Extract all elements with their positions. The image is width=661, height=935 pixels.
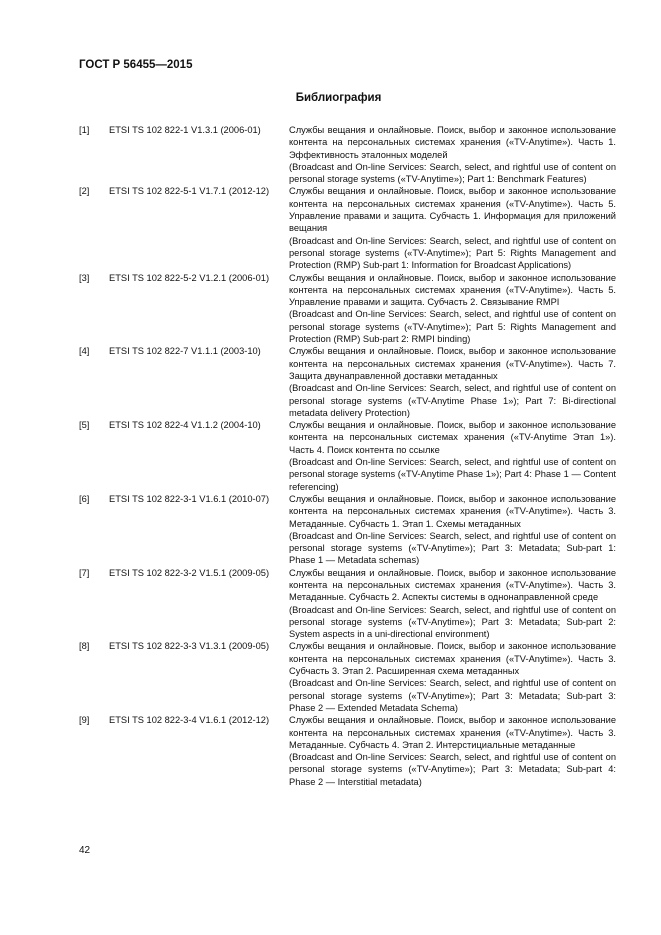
entry-code: ETSI TS 102 822-3-3 V1.3.1 (2009-05) bbox=[109, 641, 270, 652]
entry-number: [3] bbox=[79, 272, 90, 283]
entry-code: ETSI TS 102 822-1 V1.3.1 (2006-01) bbox=[109, 125, 261, 135]
entry-title-en: (Broadcast and On-line Services: Search, select, and rightful use of content on personal storage systems («TV-Anytime Phase 1»); Part 7: Bi-directional metadata delivery Protection) bbox=[289, 383, 616, 418]
entry-title-en: (Broadcast and On-line Services: Search, select, and rightful use of content on personal storage systems («TV-Anytime»); Part 3: Metadata; Sub-part 4: Phase 2 — Interstitial metadata) bbox=[289, 752, 616, 787]
entry-title-en: (Broadcast and On-line Services: Search, select, and rightful use of content on personal storage systems («TV-Anytime»); Part 3: Metadata; Sub-part 3: Phase 2 — Extended Metadata Schema) bbox=[289, 678, 616, 713]
entry-title-ru: Службы вещания и онлайновые. Поиск, выбор и законное использование контента на персональных системах хранения («TV-Anytime»). Часть 5. Управление правами и защита. Субчасть 1. Информация для приложений вещания bbox=[289, 186, 616, 234]
page-title: Библиография bbox=[295, 92, 382, 104]
entry-title-en: (Broadcast and On-line Services: Search, select, and rightful use of content on personal storage systems («TV-Anytime»); Part 3: Metadata; Sub-part 1: Phase 1 — Metadata schemas) bbox=[289, 530, 616, 566]
bibliography-entry bbox=[79, 567, 616, 641]
bibliography-entry bbox=[79, 419, 616, 493]
entry-description bbox=[289, 124, 616, 185]
bibliography-entry bbox=[79, 185, 616, 271]
entry-title-ru: Службы вещания и онлайновые. Поиск, выбор и законное использование контента на персональных системах хранения («TV-Anytime»). Часть 3. Метаданные. Субчасть 2. Аспекты системы в однонаправленной среде bbox=[289, 567, 616, 603]
entry-description bbox=[289, 345, 616, 419]
entry-title-ru: Службы вещания и онлайновые. Поиск, выбор и законное использование контента на персональных системах хранения («TV-Anytime»). Часть 3. Метаданные. Субчасть 1. Этап 1. Схемы метаданных bbox=[289, 493, 616, 529]
entry-title-en: (Broadcast and On-line Services: Search, select, and rightful use of content on personal storage systems («TV-Anytime»); Part 5: Rights Management and Protection (RMP) Sub-part 1: Information for Broadcast Applications) bbox=[289, 235, 616, 271]
entry-title-ru: Службы вещания и онлайновые. Поиск, выбор и законное использование контента на персональных системах хранения («TV-Anytime»). Часть 3. Субчасть 3. Этап 2. Расширенная схема метаданных bbox=[289, 641, 616, 677]
entry-code: ETSI TS 102 822-4 V1.1.2 (2004-10) bbox=[109, 420, 261, 431]
entry-title-en: (Broadcast and On-line Services: Search, select, and rightful use of content on personal storage systems («TV-Anytime»); Part 5: Rights Management and Protection (RMP) Sub-part 2: RMPI binding) bbox=[289, 309, 616, 345]
entry-title-ru: Службы вещания и онлайновые. Поиск, выбор и законное использование контента на персональных системах хранения («TV-Anytime Этап 1»). Часть 4. Поиск контента по ссылке bbox=[289, 420, 616, 455]
entry-description bbox=[289, 493, 616, 567]
entry-code: ETSI TS 102 822-5-1 V1.7.1 (2012-12) bbox=[109, 186, 270, 197]
entry-code: ETSI TS 102 822-3-4 V1.6.1 (2012-12) bbox=[109, 715, 270, 726]
entry-title-en: (Broadcast and On-line Services: Search, select, and rightful use of content on personal storage systems («TV-Anytime»); Part 3: Metadata; Sub-part 2: System aspects in a uni-directional environment) bbox=[289, 604, 616, 640]
entry-number: [7] bbox=[79, 567, 90, 578]
entry-number: [2] bbox=[79, 186, 90, 197]
entry-description bbox=[289, 567, 616, 641]
entry-title-ru: Службы вещания и онлайновые. Поиск, выбор и законное использование контента на персональных системах хранения («TV-Anytime»). Часть 3. Метаданные. Субчасть 4. Этап 2. Интерстициальные метаданные bbox=[289, 715, 616, 750]
entry-number: [5] bbox=[79, 420, 90, 431]
page-number: 42 bbox=[79, 845, 91, 856]
bibliography-entry bbox=[79, 124, 616, 185]
entry-code: ETSI TS 102 822-3-2 V1.5.1 (2009-05) bbox=[109, 567, 270, 578]
entry-title-en: (Broadcast and On-line Services: Search, select, and rightful use of content on personal storage systems («TV-Anytime Phase 1»); Part 4: Phase 1 — Content referencing) bbox=[289, 457, 616, 492]
entry-description bbox=[289, 419, 616, 493]
bibliography-entry bbox=[79, 640, 616, 714]
entry-description bbox=[289, 185, 616, 271]
entry-title-ru: Службы вещания и онлайновые. Поиск, выбор и законное использование контента на персональных системах хранения («TV-Anytime»). Часть 1. Эффективность эталонных моделей bbox=[289, 125, 616, 160]
entry-title-en: (Broadcast and On-line Services: Search, select, and rightful use of content on personal storage systems («TV-Anytime»); Part 1: Benchmark Features) bbox=[289, 161, 616, 185]
bibliography-entry bbox=[79, 714, 616, 788]
bibliography-entry bbox=[79, 493, 616, 567]
entry-code: ETSI TS 102 822-3-1 V1.6.1 (2010-07) bbox=[109, 493, 270, 504]
entry-description bbox=[289, 714, 616, 788]
bibliography-entry bbox=[79, 345, 616, 419]
entry-number: [8] bbox=[79, 641, 90, 652]
document-header: ГОСТ Р 56455—2015 bbox=[79, 59, 193, 71]
entry-title-ru: Службы вещания и онлайновые. Поиск, выбор и законное использование контента на персональных системах хранения («TV-Anytime»). Часть 7. Защита двунаправленной доставки метаданных bbox=[289, 346, 616, 381]
entry-description bbox=[289, 272, 616, 346]
entry-code: ETSI TS 102 822-5-2 V1.2.1 (2006-01) bbox=[109, 272, 270, 283]
entry-number: [6] bbox=[79, 493, 90, 504]
entry-description bbox=[289, 640, 616, 714]
entry-number: [4] bbox=[79, 346, 90, 357]
entry-title-ru: Службы вещания и онлайновые. Поиск, выбор и законное использование контента на персональных системах хранения («TV-Anytime»). Часть 5. Управление правами и защита. Субчасть 2. Связывание RMPI bbox=[289, 272, 616, 308]
entry-number: [1] bbox=[79, 125, 90, 135]
bibliography-list bbox=[79, 124, 616, 788]
entry-number: [9] bbox=[79, 715, 90, 726]
bibliography-entry bbox=[79, 272, 616, 346]
entry-code: ETSI TS 102 822-7 V1.1.1 (2003-10) bbox=[109, 346, 261, 357]
